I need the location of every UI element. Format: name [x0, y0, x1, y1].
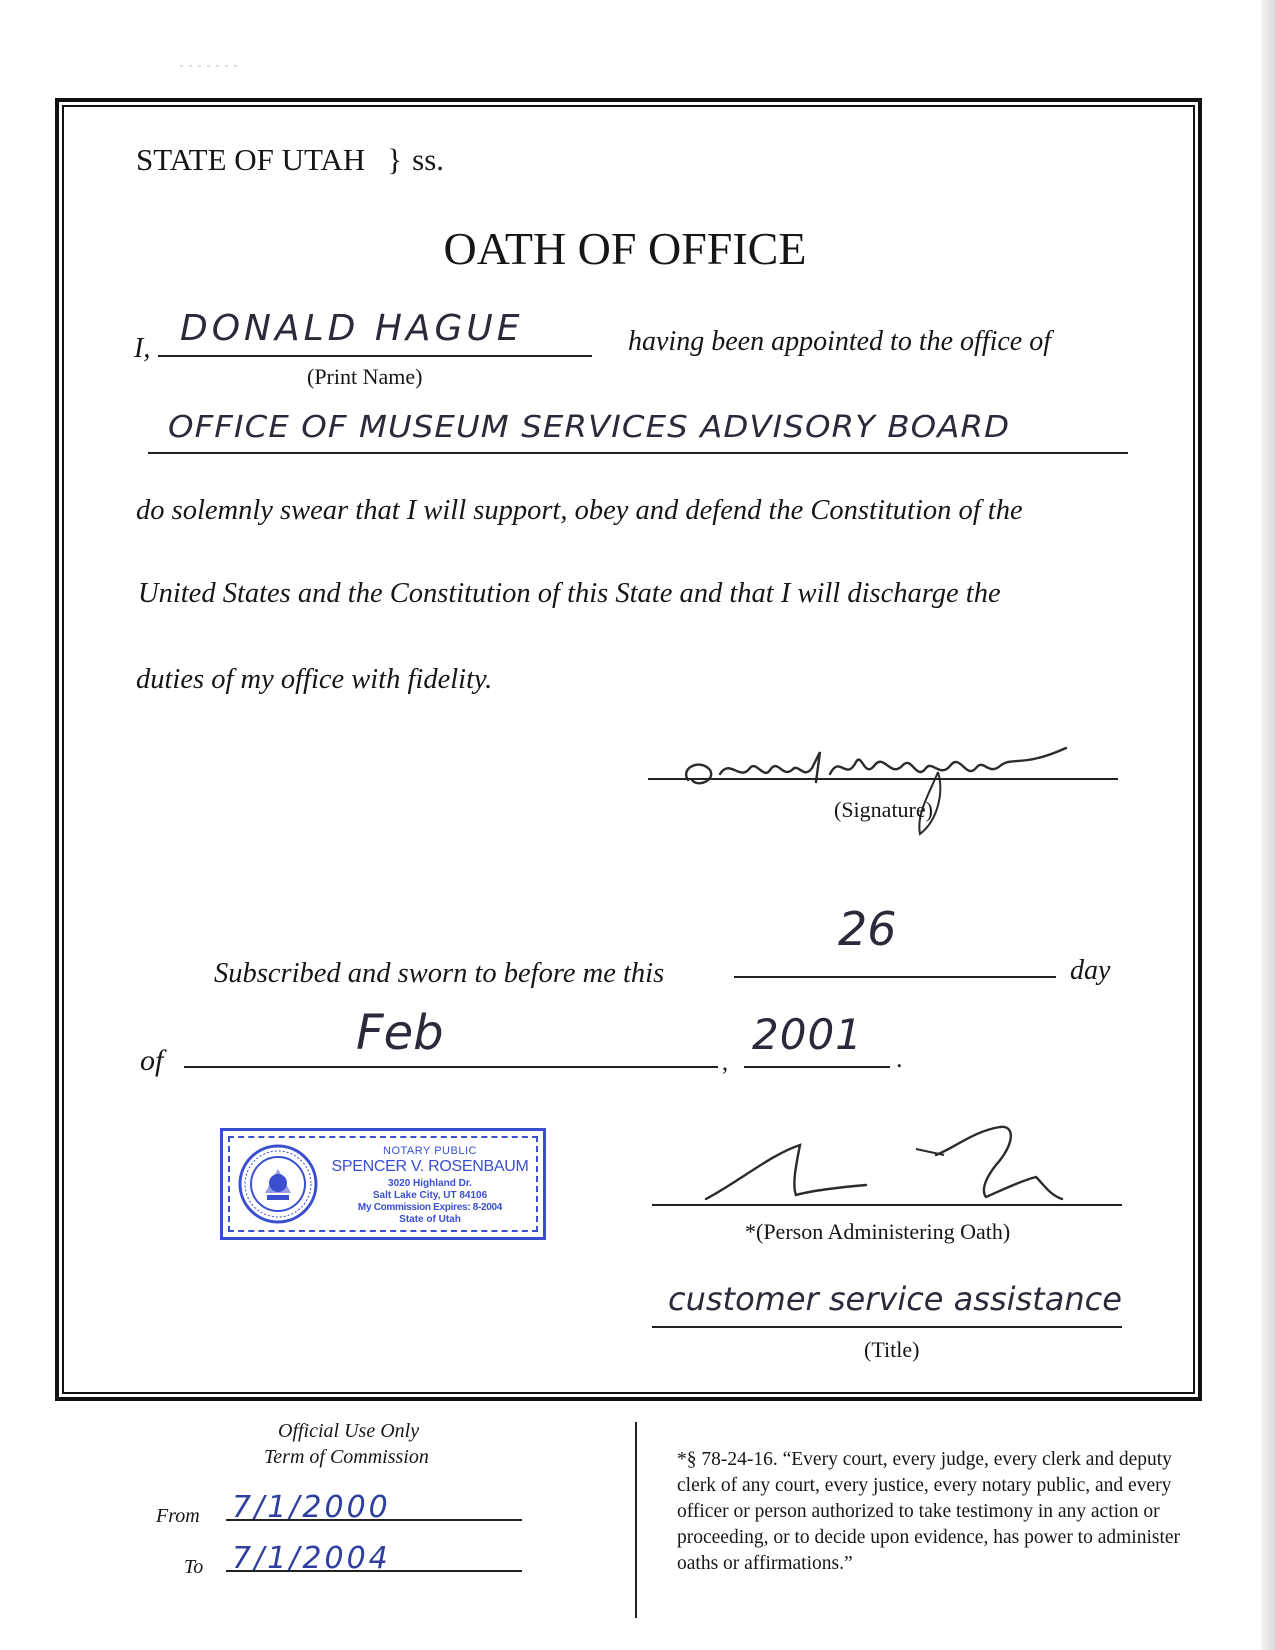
to-label: To — [184, 1556, 204, 1578]
of-label: of — [140, 1044, 164, 1077]
day-value: 26 — [838, 902, 897, 956]
month-line — [184, 1066, 718, 1068]
to-date-value: 7/1/2004 — [232, 1541, 391, 1576]
scan-speck — [180, 62, 260, 70]
venue-ss: ss. — [412, 142, 445, 177]
oath-text-line-1: do solemnly swear that I will support, obey and defend the Constitution of the — [136, 495, 1023, 526]
office-line — [148, 452, 1128, 454]
page-edge-shadow — [1261, 0, 1275, 1650]
term-of-commission-heading: Term of Commission — [264, 1446, 429, 1468]
print-name-label: (Print Name) — [307, 364, 423, 389]
oath-prefix: I, — [134, 333, 151, 364]
venue-brace: } — [387, 142, 403, 177]
from-label: From — [156, 1505, 200, 1527]
administrator-line — [652, 1204, 1122, 1206]
oath-taker-signature — [670, 722, 1140, 842]
state-name: STATE OF UTAH — [136, 142, 366, 177]
subscribed-text: Subscribed and sworn to before me this — [214, 958, 665, 989]
stamp-address-street: 3020 Highland Dr. — [388, 1178, 472, 1189]
appointed-text: having been appointed to the office of — [628, 326, 1052, 357]
year-line — [744, 1066, 890, 1068]
stamp-address-city: Salt Lake City, UT 84106 — [372, 1190, 488, 1201]
from-line — [226, 1519, 522, 1521]
oath-text-line-2: United States and the Constitution of this State and that I will discharge the — [138, 578, 1001, 609]
office-value: OFFICE OF MUSEUM SERVICES ADVISORY BOARD — [168, 410, 1011, 445]
to-line — [226, 1570, 522, 1572]
venue-line — [136, 142, 444, 178]
day-label: day — [1070, 955, 1111, 986]
title-line — [652, 1326, 1122, 1328]
stamp-state: State of Utah — [399, 1214, 461, 1225]
administrator-title-value: customer service assistance — [668, 1280, 1122, 1318]
month-value: Feb — [356, 1005, 444, 1061]
oath-text-line-3: duties of my office with fidelity. — [136, 664, 493, 695]
signature-line — [648, 778, 1118, 780]
day-line — [734, 976, 1056, 978]
signature-label: (Signature) — [834, 797, 933, 822]
title-label: (Title) — [864, 1337, 920, 1362]
month-year-comma: , — [722, 1050, 728, 1076]
administrator-signature — [700, 1125, 1100, 1205]
printed-name-value: DONALD HAGUE — [180, 308, 524, 349]
name-line — [158, 355, 592, 357]
state-seal-icon — [237, 1143, 319, 1225]
statute-note: *§ 78-24-16. “Every court, every judge, every clerk and deputy clerk of any court, every justice, every notary public, and every officer or person authorized to take testimony in any action or proceeding, or to decide upon evidence, has power to administer oaths or affirmations.” — [677, 1449, 1181, 1574]
year-period: . — [896, 1044, 903, 1073]
page-title: OATH OF OFFICE — [443, 223, 807, 274]
notary-stamp — [220, 1128, 546, 1240]
stamp-notary-public: NOTARY PUBLIC — [383, 1145, 477, 1157]
from-date-value: 7/1/2000 — [232, 1490, 391, 1525]
stamp-commission-expires: My Commission Expires: 8-2004 — [357, 1202, 503, 1213]
year-value: 2001 — [752, 1010, 863, 1059]
official-use-heading: Official Use Only — [278, 1420, 420, 1442]
footer-divider — [635, 1422, 637, 1618]
administrator-label: *(Person Administering Oath) — [745, 1219, 1011, 1244]
stamp-notary-name: SPENCER V. ROSENBAUM — [331, 1158, 529, 1175]
